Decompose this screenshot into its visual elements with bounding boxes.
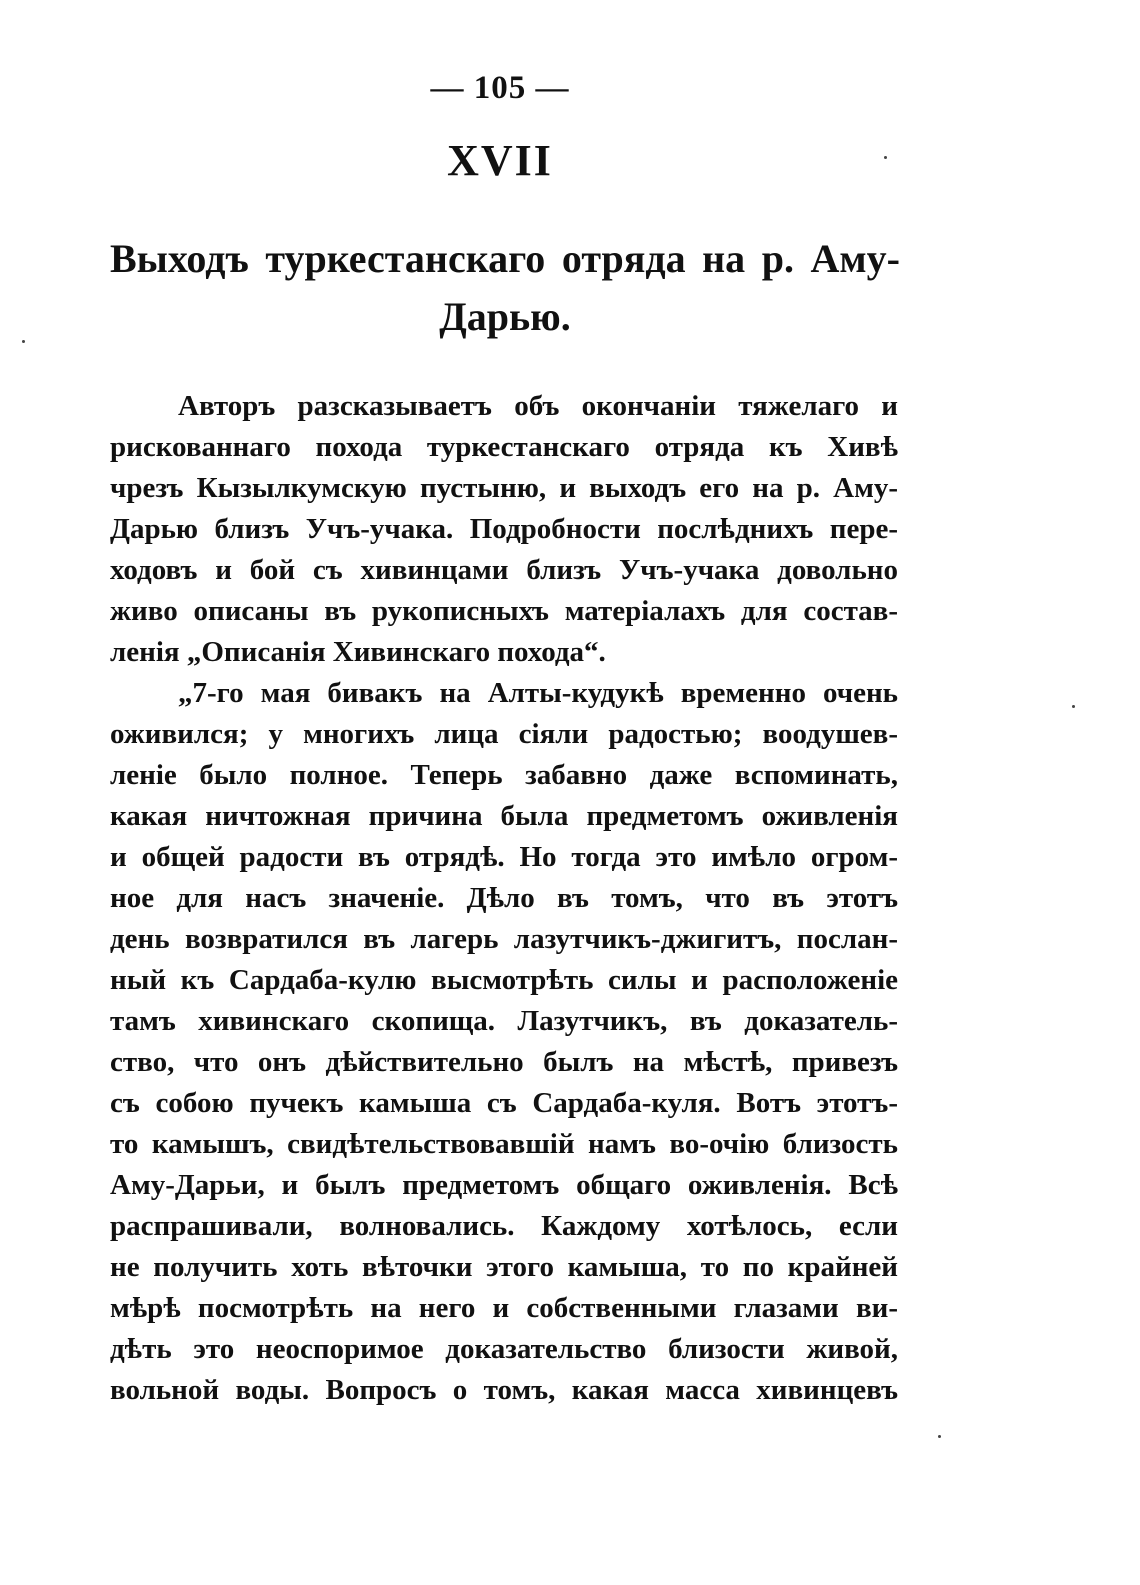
text-line: „7-го мая бивакъ на Алты-кудукѣ временно очень xyxy=(178,677,898,709)
text-line: тамъ хивинскаго скопища. Лазутчикъ, въ доказатель- xyxy=(110,1005,898,1037)
text-line: рискованнаго похода туркестанскаго отряда къ Хивѣ xyxy=(110,431,898,463)
scan-speck xyxy=(1072,705,1075,708)
text-line: дѣть это неоспоримое доказательство близости живой, xyxy=(110,1333,898,1365)
text-line: то камышъ, свидѣтельствовавшій намъ во-очію близость xyxy=(110,1128,898,1160)
chapter-numeral: XVII xyxy=(447,136,553,185)
text-line: съ собою пучекъ камыша съ Сардаба-куля. Вотъ этотъ- xyxy=(110,1087,898,1119)
text-line: не получить хоть вѣточки этого камыша, то по крайней xyxy=(110,1251,898,1283)
text-line: вольной воды. Вопросъ о томъ, какая масса хивинцевъ xyxy=(110,1374,898,1406)
text-line: леніе было полное. Теперь забавно даже вспоминать, xyxy=(110,759,898,791)
text-line: распрашивали, волновались. Каждому хотѣлось, если xyxy=(110,1210,898,1242)
text-line: мѣрѣ посмотрѣть на него и собственными глазами ви- xyxy=(110,1292,898,1324)
text-line: ленія „Описанія Хивинскаго похода“. xyxy=(110,636,606,668)
text-line: ство, что онъ дѣйствительно былъ на мѣстѣ, привезъ xyxy=(110,1046,898,1078)
text-line: чрезъ Кызылкумскую пустыню, и выходъ его на р. Аму- xyxy=(110,472,898,504)
body-text xyxy=(110,386,898,1411)
text-line: Дарью близъ Учъ-учака. Подробности послѣднихъ пере- xyxy=(110,513,898,545)
text-line: день возвратился въ лагерь лазутчикъ-джигитъ, послан- xyxy=(110,923,898,955)
text-line: ное для насъ значеніе. Дѣло въ томъ, что въ этотъ xyxy=(110,882,898,914)
text-line: оживился; у многихъ лица сіяли радостью; воодушев- xyxy=(110,718,898,750)
text-line: Авторъ разсказываетъ объ окончаніи тяжелаго и xyxy=(178,390,898,422)
text-line: живо описаны въ рукописныхъ матеріалахъ для состав- xyxy=(110,595,898,627)
text-line: какая ничтожная причина была предметомъ оживленія xyxy=(110,800,898,832)
text-line: и общей радости въ отрядѣ. Но тогда это имѣло огром- xyxy=(110,841,898,873)
text-line: Аму-Дарьи, и былъ предметомъ общаго оживленія. Всѣ xyxy=(110,1169,898,1201)
text-line: ходовъ и бой съ хивинцами близъ Учъ-учака довольно xyxy=(110,554,898,586)
text-line: ный къ Сардаба-кулю высмотрѣть силы и расположеніе xyxy=(110,964,898,996)
scan-speck xyxy=(938,1435,941,1438)
scan-speck xyxy=(22,340,25,343)
chapter-title: Выходъ туркестанскаго отряда на р. Аму-Дарью. xyxy=(110,236,900,339)
scan-speck xyxy=(884,156,887,159)
page-number: — 105 — xyxy=(430,70,570,106)
